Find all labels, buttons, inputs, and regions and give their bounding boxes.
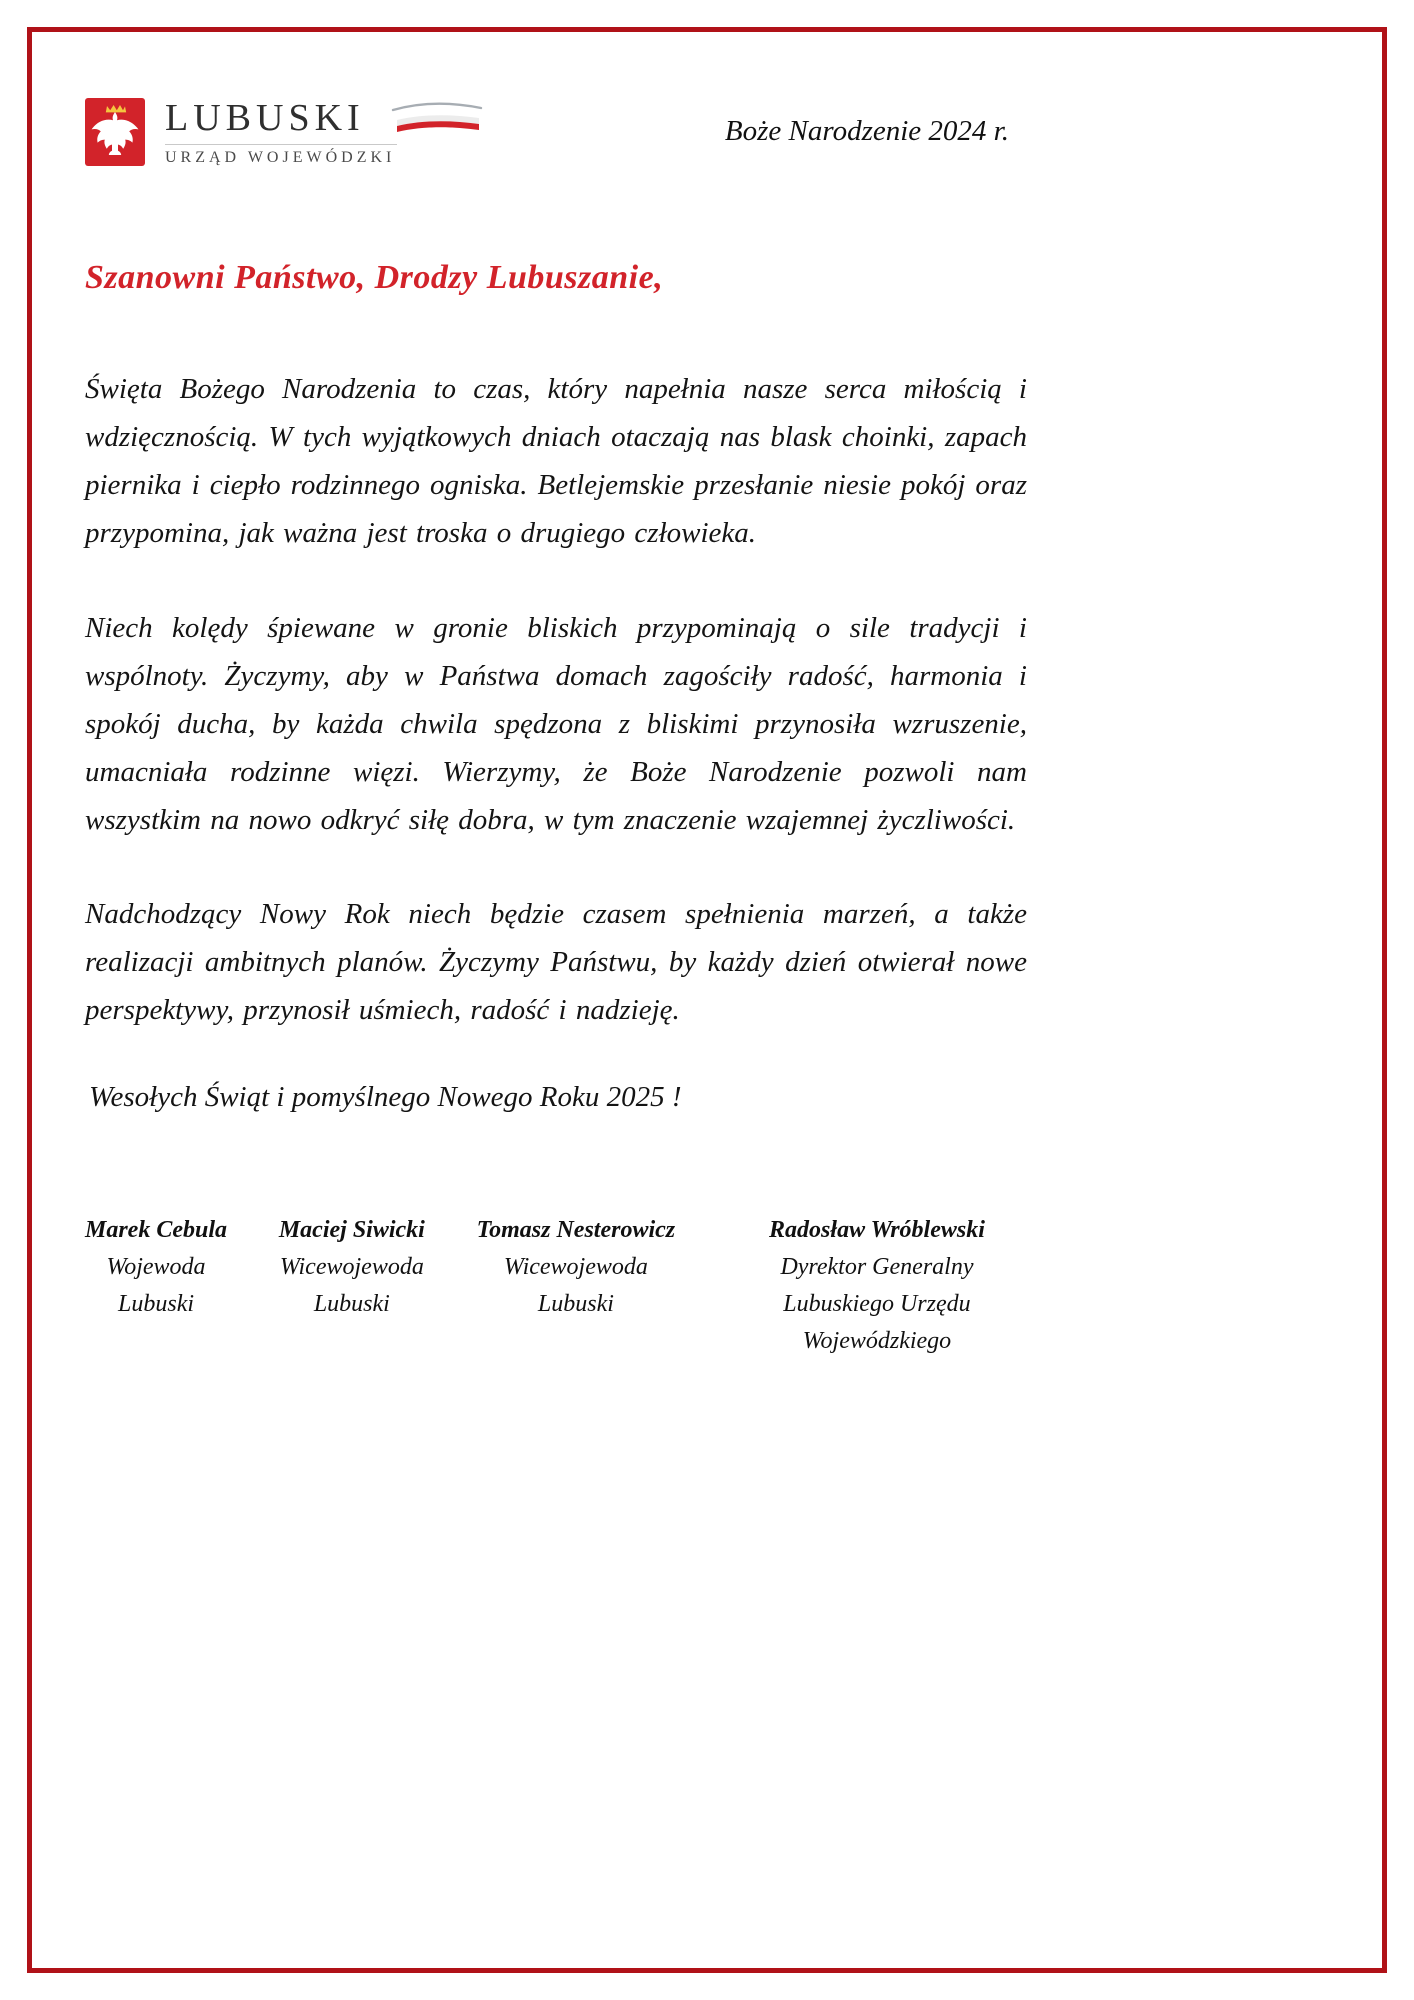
signature-name: Radosław Wróblewski bbox=[769, 1216, 985, 1243]
paragraph-3: Nadchodzący Nowy Rok niech będzie czasem spełnienia marzeń, a także realizacji ambitnych planów. Życzymy Państwu, by każdy dzień otwierał nowe perspektywy, przynosił uśmiech, radość i nadzieję. bbox=[85, 898, 1027, 1027]
flag-swoosh-icon bbox=[389, 100, 485, 136]
signature-role: Wicewojewoda bbox=[503, 1253, 648, 1280]
date-label: Boże Narodzenie 2024 r. bbox=[724, 115, 1009, 147]
signature-block-1 bbox=[85, 1212, 227, 1324]
signatures-row bbox=[85, 1212, 1027, 1361]
closing-line: Wesołych Świąt i pomyślnego Nowego Roku 2025 ! bbox=[89, 1080, 682, 1113]
paragraph-2: Niech kolędy śpiewane w gronie bliskich przypominają o sile tradycji i wspólnoty. Życzymy, aby w Państwa domach zagościły radość, harmonia i spokój ducha, by każda chwila spędzona z bliskimi przynosiła wzruszenie, umacniała rodzinne więzi. Wierzymy, że Boże Narodzenie pozwoli nam wszystkim na nowo odkryć siłę dobra, w tym znaczenie wzajemnej życzliwości. bbox=[85, 611, 1027, 836]
signature-role: Wojewoda bbox=[106, 1253, 206, 1280]
signature-block-3 bbox=[477, 1212, 675, 1324]
polish-eagle-crest-icon bbox=[85, 98, 145, 166]
signature-org: Lubuskiego Urzędu Wojewódzkiego bbox=[783, 1290, 971, 1355]
signature-region: Lubuski bbox=[118, 1290, 195, 1317]
lubuski-logo bbox=[85, 96, 485, 167]
letter-body bbox=[85, 365, 1027, 1035]
signature-block-2 bbox=[279, 1212, 425, 1324]
logo-title: LUBUSKI bbox=[165, 97, 365, 139]
logo-text bbox=[165, 96, 485, 167]
signature-region: Lubuski bbox=[313, 1290, 390, 1317]
signature-role: Dyrektor Generalny bbox=[780, 1253, 974, 1280]
signature-name: Marek Cebula bbox=[85, 1216, 228, 1243]
logo-subtitle: URZĄD WOJEWÓDZKI bbox=[165, 149, 396, 166]
signature-name: Tomasz Nesterowicz bbox=[476, 1216, 676, 1243]
letter-content bbox=[85, 0, 1027, 1360]
signature-role: Wicewojewoda bbox=[279, 1253, 424, 1280]
signature-region: Lubuski bbox=[537, 1290, 614, 1317]
signature-block-4 bbox=[727, 1212, 1027, 1361]
logo-divider bbox=[165, 144, 397, 145]
salutation: Szanowni Państwo, Drodzy Lubuszanie, bbox=[85, 259, 664, 296]
signature-name: Maciej Siwicki bbox=[278, 1216, 425, 1243]
header bbox=[85, 96, 1027, 167]
paragraph-1: Święta Bożego Narodzenia to czas, który napełnia nasze serca miłością i wdzięcznością. W tych wyjątkowych dniach otaczają nas blask choinki, zapach piernika i ciepło rodzinnego ogniska. Betlejemskie przesłanie niesie pokój oraz przypomina, jak ważna jest troska o drugiego człowieka. bbox=[85, 373, 1027, 550]
